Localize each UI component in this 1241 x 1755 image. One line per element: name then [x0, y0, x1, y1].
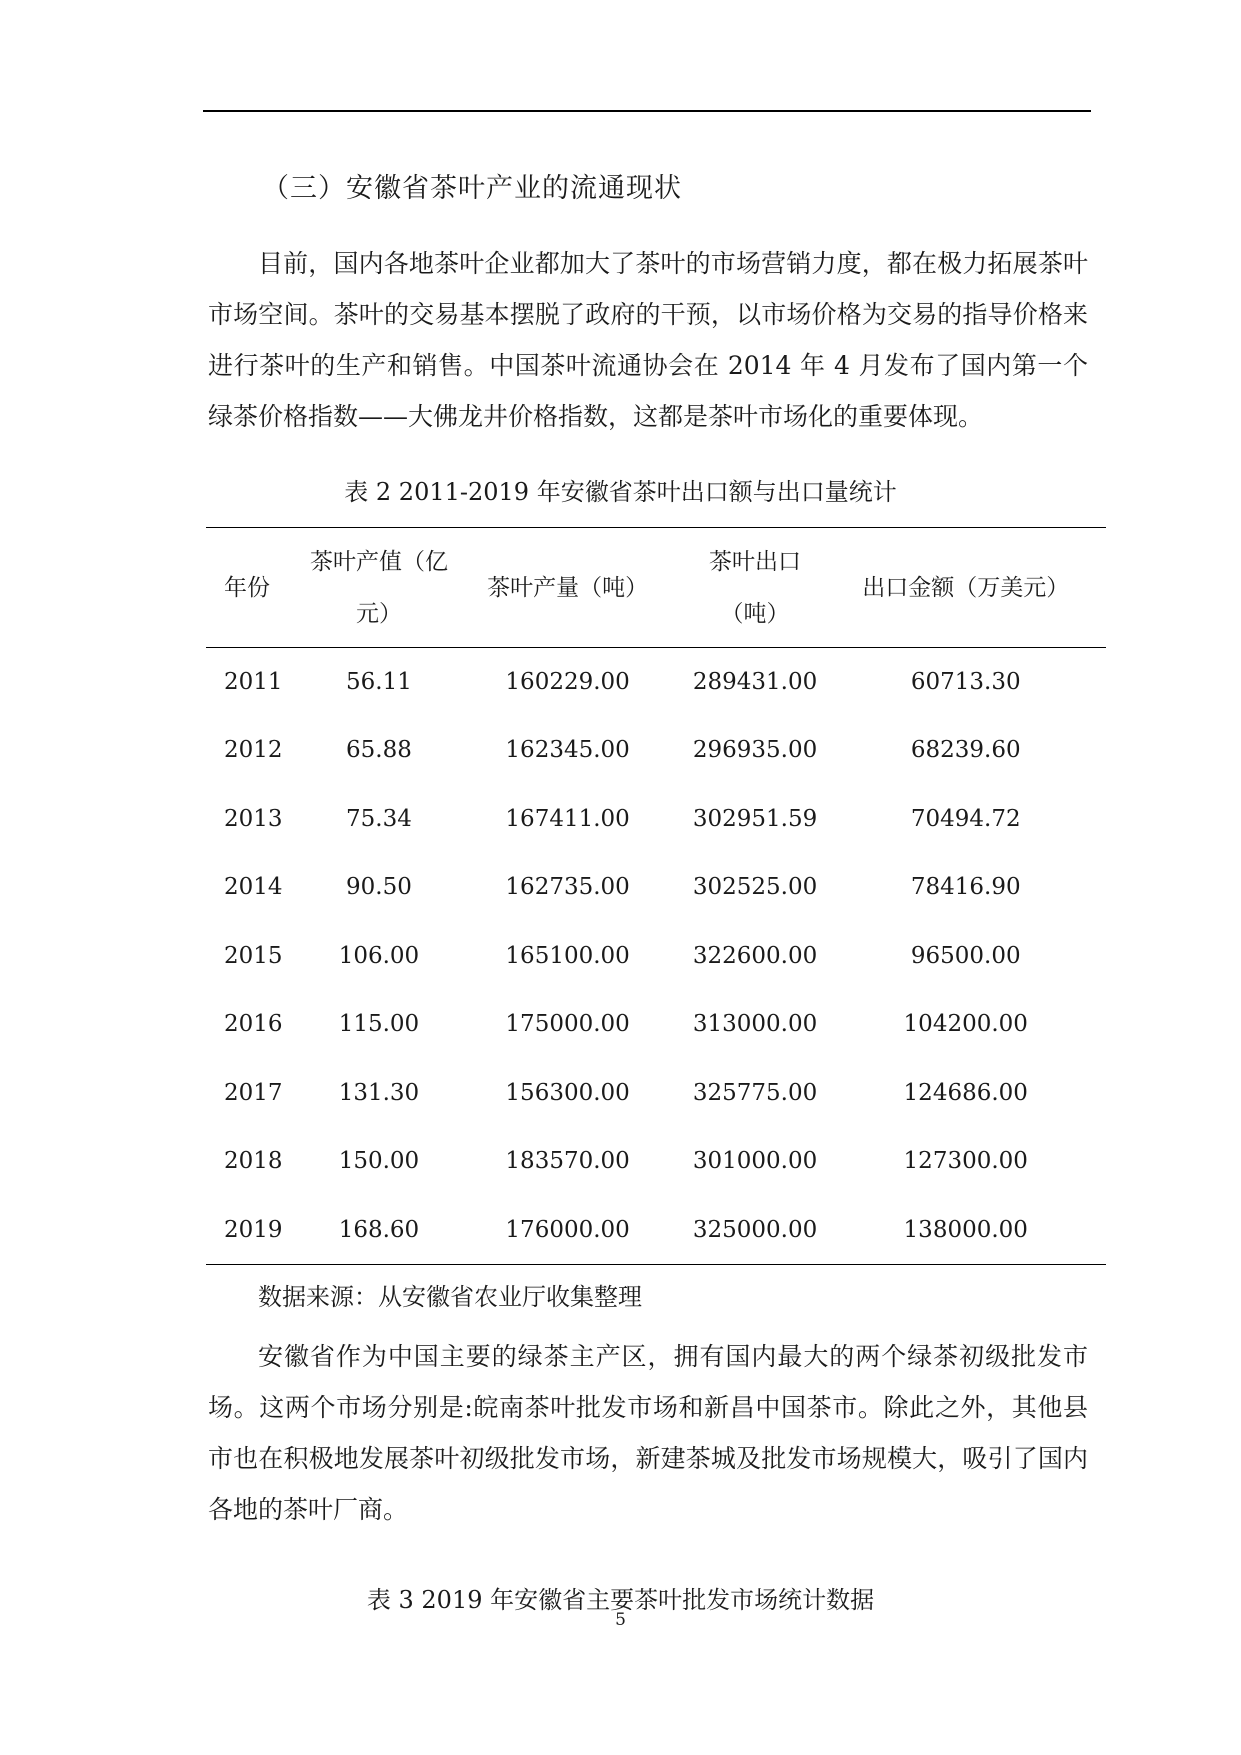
cell-export-amount: 138000.00 [903, 1216, 1028, 1243]
cell-output-value: 65.88 [346, 737, 412, 764]
header-production: 茶叶产量（吨） [487, 574, 649, 601]
table2 [206, 527, 1106, 1265]
paragraph-intro: 目前，国内各地茶叶企业都加大了茶叶的市场营销力度，都在极力拓展茶叶市场空间。茶叶的交易基本摆脱了政府的干预，以市场价格为交易的指导价格来进行茶叶的生产和销售。中国茶叶流通协会在 2014 年 4 月发布了国内第一个绿茶价格指数——大佛龙井价格指数，这都是茶叶市场化的重要体现。 [208, 249, 1088, 431]
cell-export-volume: 322600.00 [692, 942, 818, 969]
cell-export-amount: 124686.00 [903, 1079, 1028, 1106]
table-row [206, 922, 1106, 991]
header-export-volume: 茶叶出口（吨） [709, 548, 802, 627]
cell-year: 2012 [224, 737, 283, 764]
table-row [206, 648, 1106, 717]
cell-export-amount: 70494.72 [910, 805, 1021, 832]
cell-export-volume: 325775.00 [692, 1079, 818, 1106]
cell-production: 176000.00 [505, 1216, 630, 1243]
header-year: 年份 [224, 574, 270, 601]
table-row [206, 990, 1106, 1059]
cell-production: 162345.00 [505, 737, 630, 764]
cell-output-value: 75.34 [346, 805, 412, 832]
cell-output-value: 106.00 [338, 942, 420, 969]
cell-year: 2013 [224, 805, 283, 832]
cell-year: 2014 [224, 874, 283, 901]
cell-year: 2017 [224, 1079, 283, 1106]
header-output-value: 茶叶产值（亿元） [309, 548, 448, 627]
table-row [206, 1196, 1106, 1265]
section-heading: （三）安徽省茶叶产业的流通现状 [262, 173, 682, 204]
header-rule [203, 110, 1091, 112]
table-header-row [206, 528, 1106, 648]
cell-production: 165100.00 [505, 942, 630, 969]
cell-export-volume: 302525.00 [692, 874, 818, 901]
cell-output-value: 150.00 [338, 1148, 420, 1175]
cell-year: 2018 [224, 1148, 283, 1175]
cell-export-amount: 127300.00 [903, 1148, 1028, 1175]
cell-production: 167411.00 [505, 805, 630, 832]
cell-export-volume: 302951.59 [692, 805, 818, 832]
cell-export-volume: 313000.00 [692, 1011, 818, 1038]
page-number: 5 [615, 1610, 626, 1630]
cell-export-amount: 104200.00 [903, 1011, 1028, 1038]
cell-output-value: 115.00 [338, 1011, 420, 1038]
table2-caption: 表 2 2011-2019 年安徽省茶叶出口额与出口量统计 [344, 478, 897, 506]
table3-caption: 表 3 2019 年安徽省主要茶叶批发市场统计数据 [366, 1586, 875, 1614]
cell-year: 2019 [224, 1216, 283, 1243]
table-row [206, 716, 1106, 785]
table-row [206, 1059, 1106, 1128]
cell-export-amount: 68239.60 [910, 737, 1021, 764]
paragraph-markets: 安徽省作为中国主要的绿茶主产区，拥有国内最大的两个绿茶初级批发市场。这两个市场分别是:皖南茶叶批发市场和新昌中国茶市。除此之外，其他县市也在积极地发展茶叶初级批发市场，新建茶城及批发市场规模大，吸引了国内各地的茶叶厂商。 [208, 1342, 1088, 1524]
cell-export-amount: 78416.90 [910, 874, 1021, 901]
cell-output-value: 90.50 [346, 874, 412, 901]
cell-production: 175000.00 [505, 1011, 630, 1038]
cell-production: 160229.00 [505, 669, 630, 695]
table-row [206, 853, 1106, 922]
cell-export-volume: 296935.00 [692, 737, 818, 764]
tea-export-table [206, 527, 1106, 1265]
cell-year: 2011 [224, 669, 283, 695]
cell-export-volume: 289431.00 [692, 669, 818, 695]
table2-source: 数据来源：从安徽省农业厅收集整理 [258, 1283, 642, 1311]
cell-export-volume: 325000.00 [692, 1216, 818, 1243]
cell-production: 183570.00 [505, 1148, 630, 1175]
table-body [206, 648, 1106, 1265]
cell-output-value: 56.11 [346, 669, 412, 695]
cell-export-volume: 301000.00 [692, 1148, 818, 1175]
cell-production: 156300.00 [505, 1079, 630, 1106]
cell-export-amount: 96500.00 [910, 942, 1021, 969]
table-row [206, 785, 1106, 854]
header-export-amount: 出口金额（万美元） [862, 574, 1070, 601]
cell-output-value: 131.30 [338, 1079, 420, 1106]
cell-year: 2016 [224, 1011, 283, 1038]
table-row [206, 1127, 1106, 1196]
cell-output-value: 168.60 [338, 1216, 420, 1243]
cell-year: 2015 [224, 942, 283, 969]
cell-export-amount: 60713.30 [910, 669, 1021, 695]
cell-production: 162735.00 [505, 874, 630, 901]
